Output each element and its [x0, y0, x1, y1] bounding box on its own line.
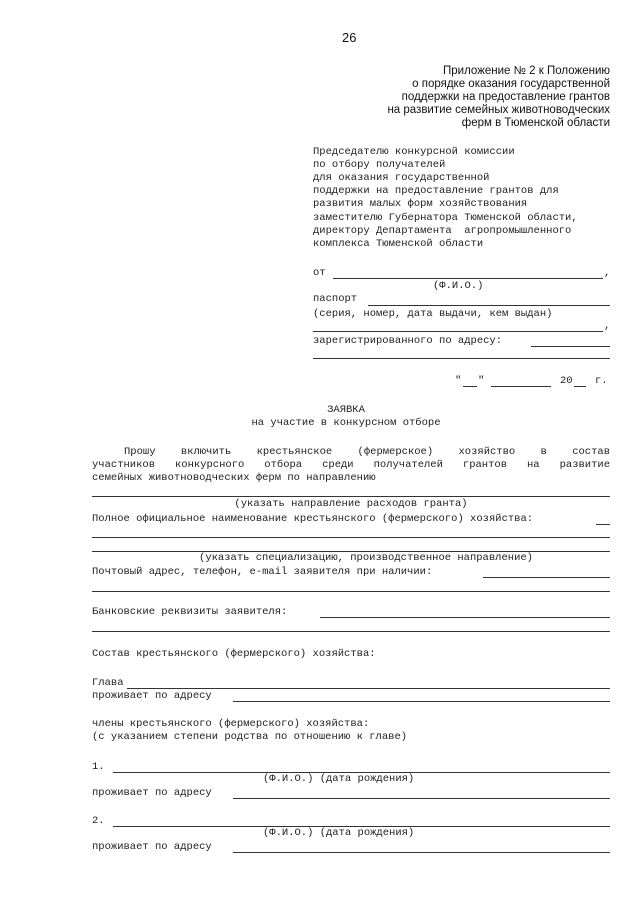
head-label: Глава: [92, 677, 124, 689]
addressee-line-5: развития малых форм хозяйствования: [313, 198, 528, 210]
bank-line[interactable]: [320, 617, 610, 618]
passport-label: паспорт: [313, 293, 358, 305]
page-number: 26: [342, 30, 357, 45]
postal-line-2[interactable]: [92, 591, 610, 592]
addressee-line-7: директору Департамента агропромышленного: [313, 225, 572, 237]
date-open-quote: ": [455, 375, 462, 387]
from-label: от: [313, 267, 326, 279]
appendix-line-3: поддержки на предоставление грантов: [401, 91, 610, 103]
bank-label: Банковские реквизиты заявителя:: [92, 606, 288, 618]
specialization-hint: (указать специализацию, производственное направление): [199, 552, 533, 564]
bank-line-2[interactable]: [92, 631, 610, 632]
registered-label: зарегистрированного по адресу:: [313, 335, 503, 347]
addressee-line-3: для оказания государственной: [313, 172, 490, 184]
member-2-hint: (Ф.И.О.) (дата рождения): [263, 827, 415, 839]
member-2-lives-label: проживает по адресу: [92, 841, 212, 853]
date-close-quote: ": [478, 375, 485, 387]
date-year-line[interactable]: [574, 386, 586, 387]
composition-label: Состав крестьянского (фермерского) хозяйства:: [92, 648, 376, 660]
appendix-line-5: ферм в Тюменской области: [461, 117, 610, 129]
from-comma: ,: [604, 267, 611, 279]
full-name-line-2[interactable]: [92, 537, 610, 538]
addressee-line-2: по отбору получателей: [313, 159, 446, 171]
registered-line-2[interactable]: [313, 358, 610, 359]
appendix-line-1: Приложение № 2 к Положению: [443, 65, 610, 77]
form-title: ЗАЯВКА: [327, 404, 365, 416]
date-day-line[interactable]: [463, 386, 477, 387]
member-1-num: 1.: [92, 761, 105, 773]
member-2-num: 2.: [92, 815, 105, 827]
appendix-line-2: о порядке оказания государственной: [412, 78, 610, 90]
fio-hint: (Ф.И.О.): [433, 280, 484, 292]
member-2-address-line[interactable]: [233, 852, 610, 853]
appendix-line-4: на развитие семейных животноводческих: [387, 104, 610, 116]
head-lives-label: проживает по адресу: [92, 690, 212, 702]
passport-comma: ,: [604, 320, 611, 332]
registered-line[interactable]: [531, 346, 610, 347]
full-name-line[interactable]: [596, 524, 610, 525]
member-1-address-line[interactable]: [233, 798, 610, 799]
request-line-2: участников конкурсного отбора среди получателей грантов на развитие: [92, 459, 610, 471]
addressee-line-4: поддержки на предоставление грантов для: [313, 185, 559, 197]
addressee-line-6: заместителю Губернатора Тюменской области,: [313, 212, 578, 224]
form-subtitle: на участие в конкурсном отборе: [251, 417, 441, 429]
full-name-label: Полное официальное наименование крестьянского (фермерского) хозяйства:: [92, 513, 534, 525]
date-year-prefix: 20: [560, 375, 573, 387]
request-line-3: семейных животноводческих ферм по направлению: [92, 472, 376, 484]
member-1-lives-label: проживает по адресу: [92, 787, 212, 799]
member-1-hint: (Ф.И.О.) (дата рождения): [263, 773, 415, 785]
request-line-1: Прошу включить крестьянское (фермерское) хозяйство в состав: [124, 446, 610, 458]
head-address-line[interactable]: [233, 701, 610, 702]
members-label: члены крестьянского (фермерского) хозяйства:: [92, 718, 370, 730]
postal-line[interactable]: [483, 577, 610, 578]
passport-hint: (серия, номер, дата выдачи, кем выдан): [313, 308, 553, 320]
members-note: (с указанием степени родства по отношению к главе): [92, 731, 408, 743]
date-month-line[interactable]: [491, 386, 551, 387]
addressee-line-1: Председателю конкурсной комиссии: [313, 146, 515, 158]
addressee-line-8: комплекса Тюменской области: [313, 238, 484, 250]
date-year-suffix: г.: [595, 375, 608, 387]
grant-direction-hint: (указать направление расходов гранта): [234, 498, 468, 510]
passport-line-2[interactable]: [313, 331, 603, 332]
postal-label: Почтовый адрес, телефон, e-mail заявителя при наличии:: [92, 566, 433, 578]
passport-line[interactable]: [368, 305, 610, 306]
